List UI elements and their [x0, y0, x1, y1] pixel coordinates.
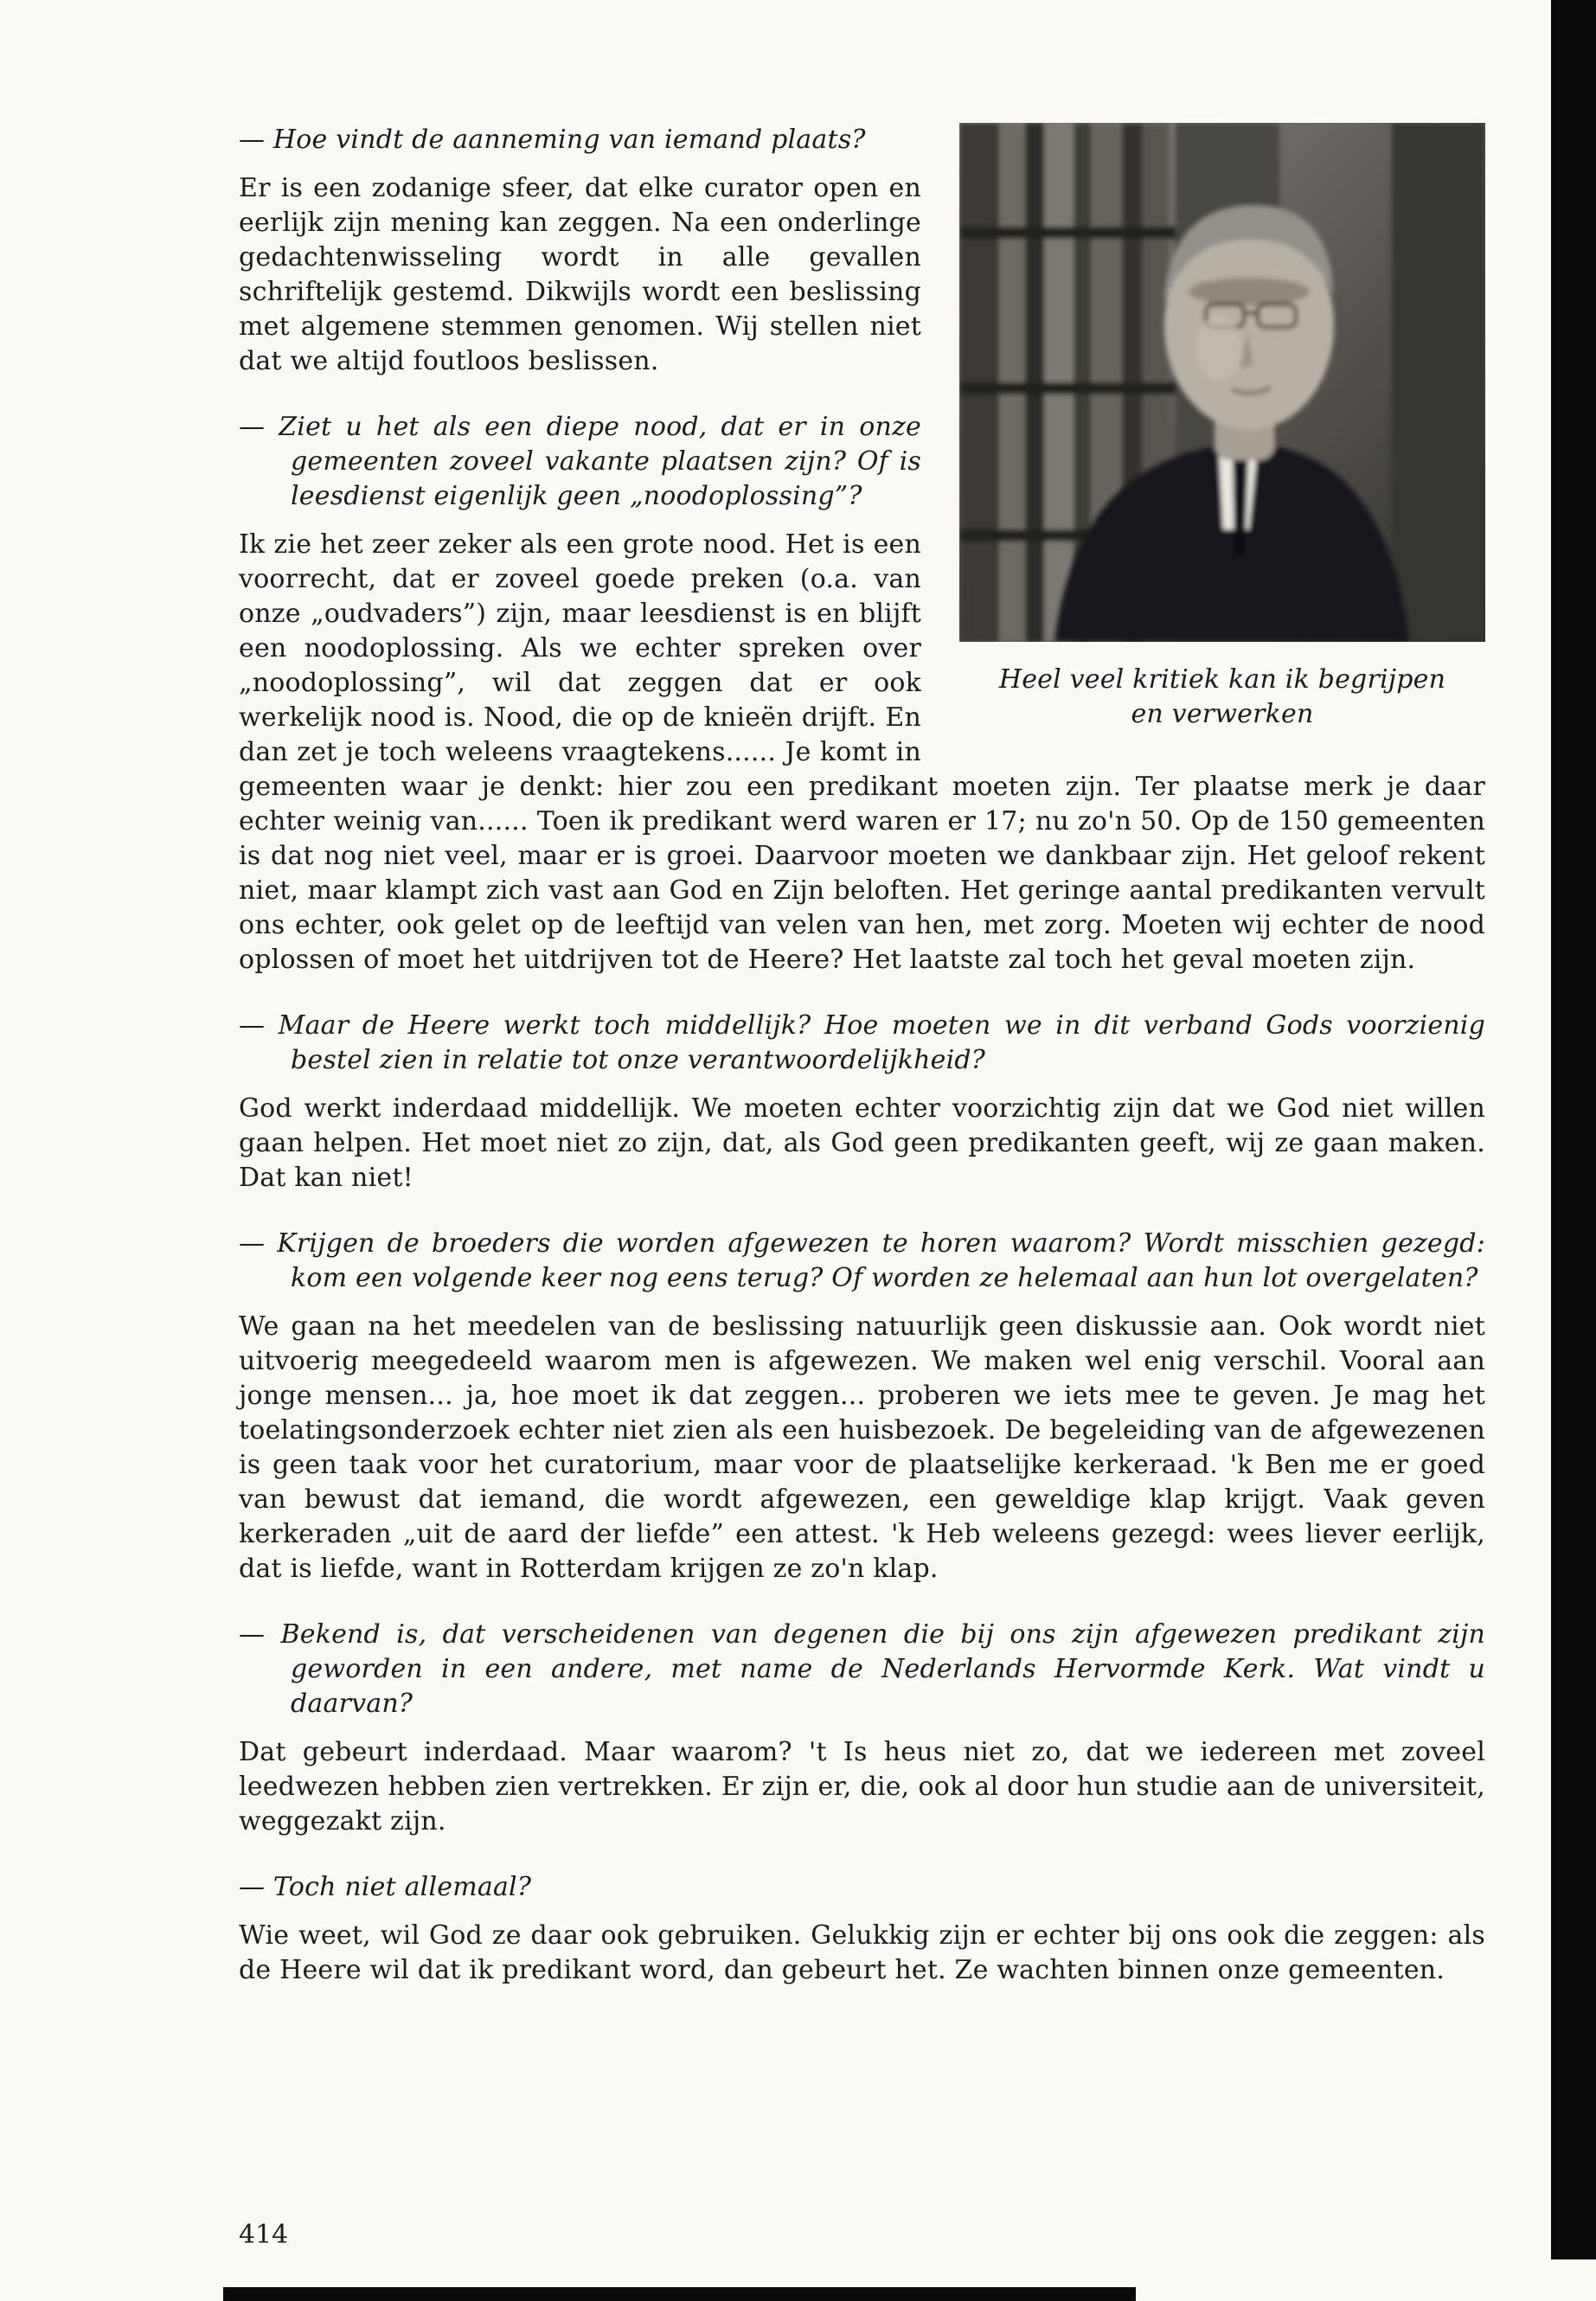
- interview-question-5: — Bekend is, dat verscheidenen van degenen die bij ons zijn afgewezen predikant zijn geworden in een andere, met name de Nederlands Hervormde Kerk. Wat vindt u daarvan?: [239, 1619, 1485, 1719]
- interview-answer-2: Ik zie het zeer zeker als een grote nood. Het is een voorrecht, dat er zoveel goede preken (o.a. van onze „oudvaders”) zijn, maar leesdienst is en blijft een noodoplossing. Als we echter spreken over „noodoplossing”, wil dat zeggen dat er ook werkelijk nood is. Nood, die op de knieën drijft. En dan zet je toch weleens vraagtekens...... Je komt in gemeenten waar je denkt: hier zou een predikant moeten zijn. Ter plaatse merk je daar echter weinig van...... Toen ik predikant werd waren er 17; nu zo'n 50. Op de 150 gemeenten is dat nog niet veel, maar er is groei. Daarvoor moeten we dankbaar zijn. Het geloof rekent niet, maar klampt zich vast aan God en Zijn beloften. Het geringe aantal predikanten vervult ons echter, ook gelet op de leeftijd van velen van hen, met zorg. Moeten wij echter de nood oplossen of moet het uitdrijven tot de Heere? Het laatste zal toch het geval moeten zijn.: [239, 529, 1485, 975]
- interview-question-2: — Ziet u het als een diepe nood, dat er in onze gemeenten zoveel vakante plaatsen zijn? Of is leesdienst eigenlijk geen „noodoplossing”?: [239, 412, 921, 511]
- interview-question-1: — Hoe vindt de aanneming van iemand plaats?: [239, 125, 866, 155]
- page-number: 414: [239, 2220, 289, 2250]
- interview-question-3: — Maar de Heere werkt toch middellijk? Hoe moeten we in dit verband Gods voorzienig bestel zien in relatie tot onze verantwoordelijkheid?: [239, 1010, 1485, 1075]
- page-content: [239, 123, 1485, 2000]
- interview-answer-5: Dat gebeurt inderdaad. Maar waarom? 't Is heus niet zo, dat we iedereen met zoveel leedwezen hebben zien vertrekken. Er zijn er, die, ook al door hun studie aan de universiteit, weggezakt zijn.: [239, 1737, 1485, 1836]
- interview-question-4: — Krijgen de broeders die worden afgewezen te horen waarom? Wordt misschien gezegd: kom een volgende keer nog eens terug? Of worden ze helemaal aan hun lot overgelaten?: [239, 1228, 1485, 1293]
- photo-caption: [959, 663, 1485, 732]
- portrait-photo-block: [959, 123, 1485, 732]
- interview-answer-6: Wie weet, wil God ze daar ook gebruiken. Gelukkig zijn er echter bij ons ook die zeggen: als de Heere wil dat ik predikant word, dan gebeurt het. Ze wachten binnen onze gemeenten.: [239, 1920, 1485, 1985]
- portrait-photo-image: [959, 123, 1485, 642]
- scan-edge-bar-right: [1551, 0, 1596, 2259]
- interview-question-6: — Toch niet allemaal?: [239, 1872, 532, 1902]
- scan-edge-bar-bottom: [223, 2287, 1136, 2301]
- interview-answer-3: God werkt inderdaad middellijk. We moeten echter voorzichtig zijn dat we God niet willen gaan helpen. Het moet niet zo zijn, dat, als God geen predikanten geeft, wij ze gaan maken. Dat kan niet!: [239, 1093, 1485, 1193]
- portrait-photo: [959, 123, 1485, 642]
- photo-caption-line1: Heel veel kritiek kan ik begrijpen: [998, 664, 1446, 695]
- interview-answer-1: Er is een zodanige sfeer, dat elke curator open en eerlijk zijn mening kan zeggen. Na een onderlinge gedachtenwisseling wordt in alle gevallen schriftelijk gestemd. Dikwijls wordt een beslissing met algemene stemmen genomen. Wij stellen niet dat we altijd foutloos beslissen.: [239, 173, 921, 376]
- photo-caption-line2: en verwerken: [1131, 699, 1314, 729]
- interview-answer-4: We gaan na het meedelen van de beslissing natuurlijk geen diskussie aan. Ook wordt niet uitvoerig meegedeeld waarom men is afgewezen. We maken wel enig verschil. Vooral aan jonge mensen... ja, hoe moet ik dat zeggen... proberen we iets mee te geven. Je mag het toelatingsonderzoek echter niet zien als een huisbezoek. De begeleiding van de afgewezenen is geen taak voor het curatorium, maar voor de plaatselijke kerkeraad. 'k Ben me er goed van bewust dat iemand, die wordt afgewezen, een geweldige klap krijgt. Vaak geven kerkeraden „uit de aard der liefde” een attest. 'k Heb weleens gezegd: wees liever eerlijk, dat is liefde, want in Rotterdam krijgen ze zo'n klap.: [239, 1311, 1485, 1584]
